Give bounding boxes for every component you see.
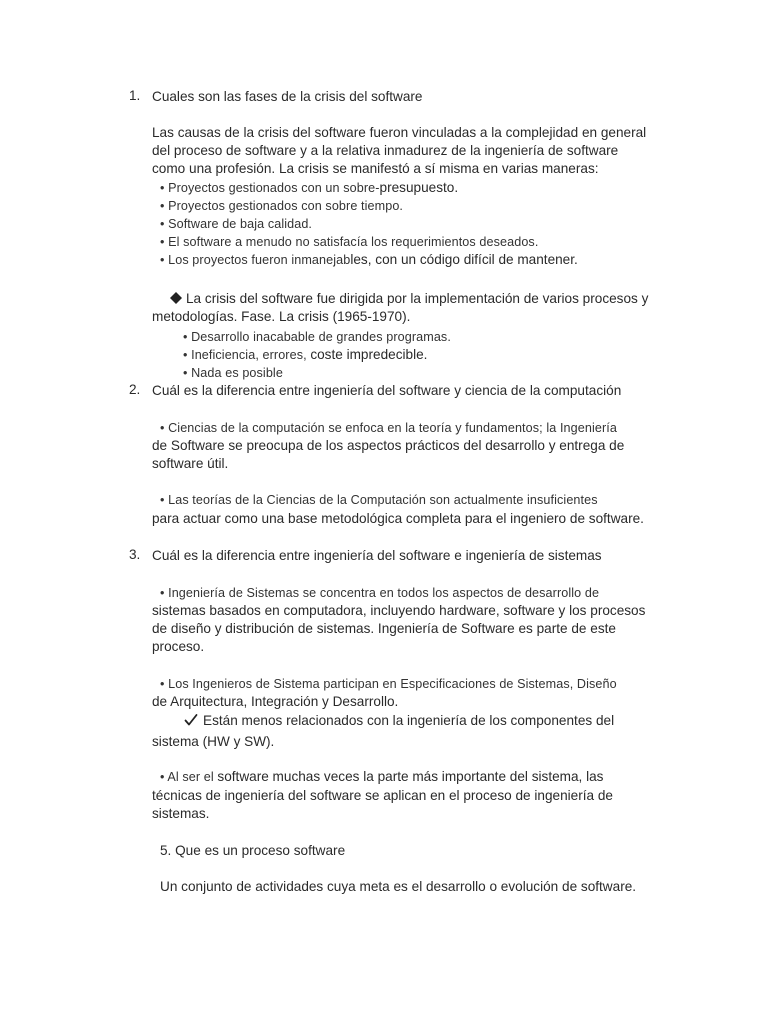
q3-para-line: • Los Ingenieros de Sistema participan en Especificaciones de Sistemas, Diseño — [160, 677, 617, 691]
q2-para-line: software útil. — [152, 456, 229, 471]
q3-para-line: de diseño y distribución de sistemas. Ingeniería de Software es parte de este — [152, 621, 616, 636]
q2-heading: Cuál es la diferencia entre ingeniería del software y ciencia de la computación — [152, 383, 622, 398]
q1-bullet: • El software a menudo no satisfacía los requerimientos deseados. — [160, 235, 539, 249]
q3-para-line: sistemas basados en computadora, incluyendo hardware, software y los procesos — [152, 603, 646, 618]
checkmark-icon — [184, 713, 198, 727]
q1-sub-bullet: • Nada es posible — [183, 366, 283, 380]
q3-para-line: técnicas de ingeniería del software se aplican en el proceso de ingeniería de — [152, 788, 613, 803]
q1-bullet: • Proyectos gestionados con sobre tiempo. — [160, 199, 404, 213]
q2-number: 2. — [129, 382, 141, 397]
q2-para-line: • Ciencias de la computación se enfoca en la teoría y fundamentos; la Ingeniería — [160, 421, 617, 435]
q1-intro-line: del proceso de software y a la relativa inmadurez de la ingeniería de software — [152, 143, 619, 158]
q1-sub-bullet: • Ineficiencia, errores, coste impredecible. — [183, 347, 428, 362]
q5-answer: Un conjunto de actividades cuya meta es el desarrollo o evolución de software. — [160, 879, 637, 894]
q1-diamond-line: metodologías. Fase. La crisis (1965-1970). — [152, 309, 411, 324]
q2-para-line: de Software se preocupa de los aspectos prácticos del desarrollo y entrega de — [152, 438, 625, 453]
q1-bullet: • Los proyectos fueron inmanejables, con un código difícil de mantener. — [160, 252, 578, 267]
q3-para-line: proceso. — [152, 639, 205, 654]
q1-bullet: • Proyectos gestionados con un sobre-presupuesto. — [160, 180, 459, 195]
diamond-bullet-icon — [170, 292, 182, 304]
q3-number: 3. — [129, 547, 141, 562]
q1-intro-line: Las causas de la crisis del software fueron vinculadas a la complejidad en general — [152, 125, 647, 140]
q2-para-line: para actuar como una base metodológica completa para el ingeniero de software. — [152, 511, 644, 526]
q3-check-line: Están menos relacionados con la ingeniería de los componentes del — [184, 712, 614, 730]
q1-diamond-line: La crisis del software fue dirigida por la implementación de varios procesos y — [170, 290, 648, 308]
q1-heading: Cuales son las fases de la crisis del software — [152, 89, 423, 104]
q3-para-line: sistemas. — [152, 806, 210, 821]
q3-para-line: de Arquitectura, Integración y Desarrollo. — [152, 694, 399, 709]
q5-heading: 5. Que es un proceso software — [160, 843, 346, 858]
q1-bullet: • Software de baja calidad. — [160, 217, 313, 231]
q3-para-line: • Al ser el software muchas veces la parte más importante del sistema, las — [160, 769, 604, 784]
q1-number: 1. — [129, 88, 141, 103]
q1-intro-line: como una profesión. La crisis se manifestó a sí misma en varias maneras: — [152, 161, 599, 176]
q3-check-line: sistema (HW y SW). — [152, 734, 275, 749]
q2-para-line: • Las teorías de la Ciencias de la Computación son actualmente insuficientes — [160, 493, 598, 507]
q1-sub-bullet: • Desarrollo inacabable de grandes programas. — [183, 330, 451, 344]
q3-heading: Cuál es la diferencia entre ingeniería del software e ingeniería de sistemas — [152, 548, 602, 563]
q3-para-line: • Ingeniería de Sistemas se concentra en todos los aspectos de desarrollo de — [160, 586, 600, 600]
